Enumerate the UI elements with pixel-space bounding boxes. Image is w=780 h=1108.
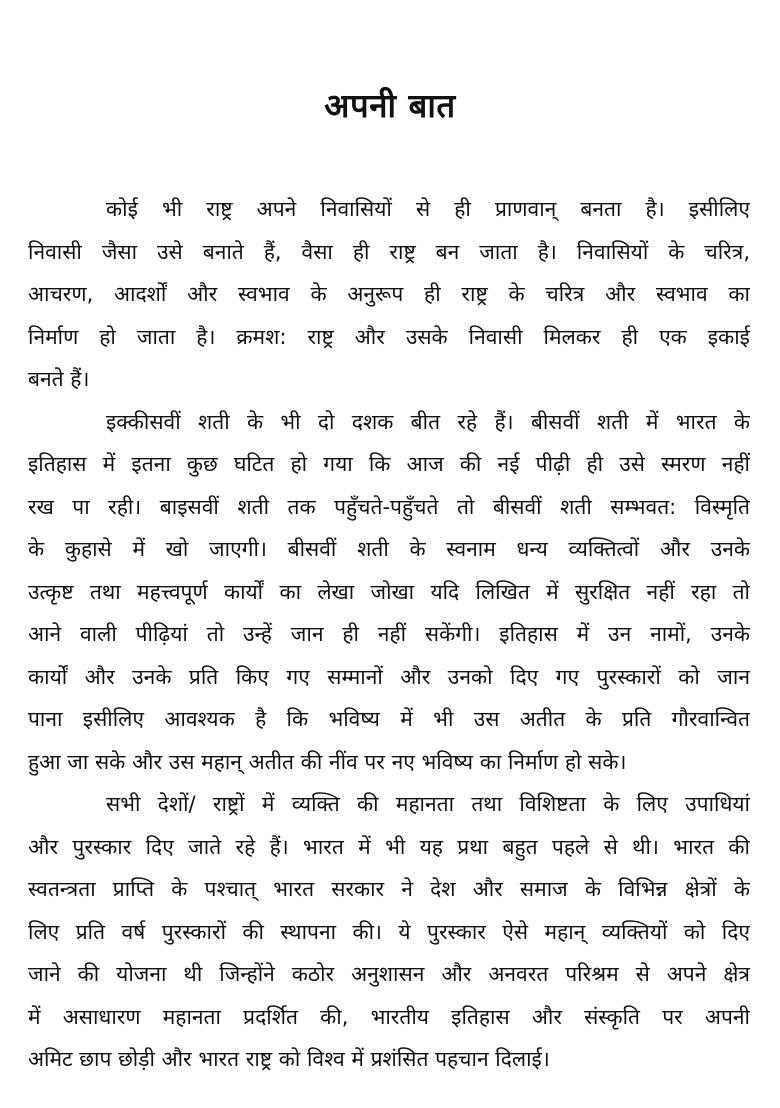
paragraph-2-line-9: हुआ जा सके और उस महान् अतीत की नींव पर नए भविष्य का निर्माण हो सके। — [28, 749, 627, 774]
paragraph-2-line-5: उत्कृष्ट तथा महत्त्वपूर्ण कार्यों का लेखा जोखा यदि लिखित में सुरक्षित नहीं रहा तो — [28, 579, 750, 604]
paragraph-1-line-3: आचरण, आदर्शों और स्वभाव के अनुरूप ही राष्ट्र के चरित्र और स्वभाव का — [28, 282, 750, 306]
paragraph-3-line-1: सभी देशों/ राष्ट्रों में व्यक्ति की महानता तथा विशिष्टता के लिए उपाधियां — [106, 792, 750, 816]
paragraph-2-line-8: पाना इसीलिए आवश्यक है कि भविष्य में भी उस अतीत के प्रति गौरवान्वित — [28, 707, 750, 731]
paragraph-3-line-6: में असाधारण महानता प्रदर्शित की, भारतीय इतिहास और संस्कृति पर अपनी — [28, 1004, 750, 1029]
paragraph-2-line-3: रख पा रही। बाइसवीं शती तक पहुँचते-पहुँचते तो बीसवीं शती सम्भवत: विस्मृति — [28, 494, 750, 519]
paragraph-3-line-5: जाने की योजना थी जिन्होंने कठोर अनुशासन और अनवरत परिश्रम से अपने क्षेत्र — [28, 962, 750, 986]
paragraph-3-line-3: स्वतन्त्रता प्राप्ति के पश्चात् भारत सरकार ने देश और समाज के विभिन्न क्षेत्रों के — [28, 877, 750, 901]
paragraph-3-line-7: अमिट छाप छोड़ी और भारत राष्ट्र को विश्व में प्रशंसित पहचान दिलाई। — [28, 1047, 550, 1071]
paragraph-3-line-4: लिए प्रति वर्ष पुरस्कारों की स्थापना की। ये पुरस्कार ऐसे महान् व्यक्तियों को दिए — [28, 919, 750, 944]
paragraph-3-line-2: और पुरस्कार दिए जाते रहे हैं। भारत में भी यह प्रथा बहुत पहले से थी। भारत की — [28, 834, 750, 859]
paragraph-1-line-1: कोई भी राष्ट्र अपने निवासियों से ही प्राणवान् बनता है। इसीलिए — [106, 197, 750, 221]
paragraph-1-line-4: निर्माण हो जाता है। क्रमश: राष्ट्र और उसके निवासी मिलकर ही एक इकाई — [28, 324, 750, 349]
paragraph-1-line-2: निवासी जैसा उसे बनाते हैं, वैसा ही राष्ट्र बन जाता है। निवासियों के चरित्र, — [28, 239, 750, 264]
paragraph-2-line-4: के कुहासे में खो जाएगी। बीसवीं शती के स्वनाम धन्य व्यक्तित्वों और उनके — [28, 537, 750, 561]
body-text — [28, 188, 750, 1081]
paragraph-1-line-5: बनते हैं। — [28, 367, 90, 391]
paragraph-2-line-1: इक्कीसवीं शती के भी दो दशक बीत रहे हैं। बीसवीं शती में भारत के — [106, 409, 750, 434]
paragraph-2-line-2: इतिहास में इतना कुछ घटित हो गया कि आज की नई पीढ़ी ही उसे स्मरण नहीं — [28, 452, 750, 476]
paragraph-2-line-7: कार्यों और उनके प्रति किए गए सम्मानों और उनको दिए गए पुरस्कारों को जान — [28, 664, 750, 689]
paragraph-2-line-6: आने वाली पीढ़ियां तो उन्हें जान ही नहीं सकेंगी। इतिहास में उन नामों, उनके — [28, 622, 750, 646]
page-title: अपनी बात — [324, 86, 456, 125]
